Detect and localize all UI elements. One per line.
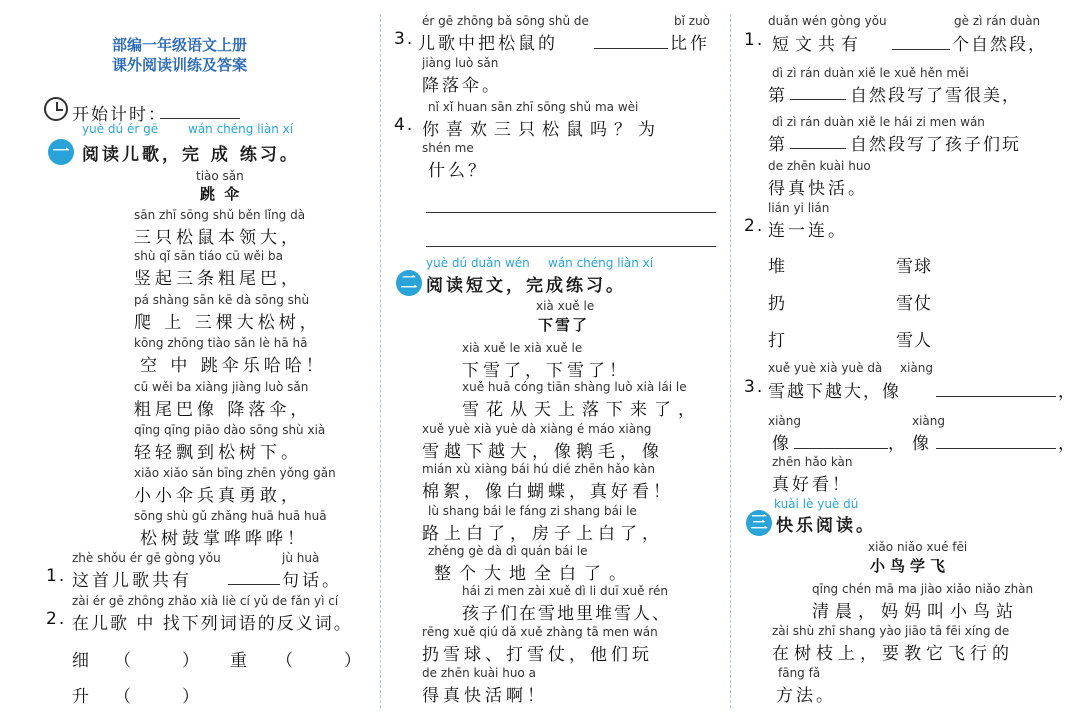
story2-title-pinyin: xiǎo niǎo xué fēi (868, 540, 968, 554)
story1-line-4-pinyin: mián xù xiàng bái hú dié zhēn hǎo kàn (422, 462, 655, 476)
s2-q1-text-d-a: 第 (768, 135, 789, 155)
story1-title-pinyin: xià xuě le (536, 299, 595, 313)
story2-line-3: 方法。 (776, 686, 836, 706)
poem-line-2-pinyin: shù qǐ sān tiáo cū wěi ba (134, 249, 283, 263)
story2-line-1-pinyin: qīng chén mā ma jiào xiǎo niǎo zhàn (812, 582, 1034, 596)
s2-q1-number: 1. (744, 30, 765, 50)
column-divider-1 (380, 14, 381, 708)
s2-q1-pinyin-d: dì zì rán duàn xiě le hái zi men wán (772, 115, 985, 129)
section1-pinyin-a: yuè dú ér gē (82, 122, 159, 136)
poem-line-1-pinyin: sān zhī sōng shǔ běn lǐng dà (134, 208, 306, 222)
story1-line-6: 整个大地全白了。 (434, 564, 634, 584)
q3-pinyin-b: bǐ zuò (674, 14, 711, 28)
story1-line-3: 雪越下越大，像鹅毛，像 (422, 442, 664, 462)
story1-line-7: 孩子们在雪地里堆雪人、 (462, 604, 671, 624)
clock-icon (44, 97, 68, 121)
s2-q1-text-c-a: 第 (768, 86, 789, 106)
s2-q1-pinyin-b: gè zì rán duàn (954, 14, 1041, 28)
column-3 (736, 0, 1080, 716)
q2-number: 2. (46, 609, 67, 629)
s2-q1-text-b: 个自然段， (952, 35, 1047, 55)
antonym-item-1: 细 (72, 651, 93, 671)
poem-title: 跳 伞 (200, 185, 242, 203)
antonym-item-3: 升 (72, 687, 93, 707)
start-timer-label: 开始计时： (72, 105, 167, 125)
poem-line-5: 粗尾巴像 降落伞， (134, 400, 312, 420)
s2-q3-blank-2[interactable] (794, 448, 888, 449)
story2-line-3-pinyin: fāng fǎ (778, 666, 821, 680)
story1-line-5: 路上白了，房子上白了， (422, 524, 664, 544)
s2-q2-number: 2. (744, 216, 765, 236)
s2-q3-blank-1[interactable] (936, 396, 1056, 397)
q1-number: 1. (46, 566, 67, 586)
q4-answer-line-1[interactable] (426, 212, 716, 213)
s2-q3-pinyin-e: zhēn hǎo kàn (772, 455, 853, 469)
poem-title-pinyin: tiào sǎn (196, 169, 244, 183)
s2-q3-number: 3. (744, 377, 765, 397)
story2-line-2: 在树枝上，要教它飞行的 (772, 644, 1014, 664)
poem-line-4-pinyin: kōng zhōng tiào sǎn lè hā hā (134, 336, 308, 350)
q3-text-c: 降落伞。 (422, 76, 502, 96)
book-title-line2: 课外阅读训练及答案 (112, 56, 248, 74)
s2-q3-text-d: 像 (912, 434, 933, 454)
q1-pinyin-a: zhè shǒu ér gē gòng yǒu (72, 551, 221, 565)
section2-pinyin-a: yuè dú duǎn wén (426, 256, 530, 270)
s2-q1-text-c-b: 自然段写了雪很美， (850, 86, 1021, 106)
q4-answer-line-2[interactable] (426, 246, 716, 247)
story1-line-2: 雪花从天上落下来了， (462, 400, 702, 420)
antonym-blank-1[interactable]: （ ） (114, 651, 199, 671)
s2-q3-text-a: 雪越下越大，像 (768, 382, 901, 402)
story2-line-1: 清晨，妈妈叫小鸟站 (812, 602, 1019, 622)
section1-pinyin-b: wán chéng liàn xí (188, 122, 294, 136)
story2-title: 小鸟学飞 (870, 557, 951, 575)
poem-line-8-pinyin: sōng shù gǔ zhǎng huā huā huā (134, 509, 327, 523)
s2-q1-blank-play[interactable] (790, 148, 846, 149)
story1-title: 下雪了 (538, 316, 590, 334)
match-right-2[interactable]: 雪仗 (896, 294, 932, 314)
q1-text-a: 这首儿歌共有 (72, 571, 192, 591)
book-title-line1: 部编一年级语文上册 (112, 36, 248, 54)
q3-number: 3. (394, 29, 415, 49)
q3-text-b: 比作 (670, 34, 710, 54)
q4-number: 4. (394, 115, 415, 135)
section3-pinyin: kuài lè yuè dú (774, 497, 859, 511)
s2-q2-text: 连一连。 (768, 221, 848, 241)
poem-line-3: 爬 上 三棵大松树， (134, 313, 321, 333)
antonym-blank-2[interactable]: （ ） (276, 651, 361, 671)
story1-line-9: 得真快活啊！ (422, 686, 548, 706)
column-divider-2 (730, 14, 731, 708)
q4-text: 你喜欢三只松鼠吗？为 (422, 120, 662, 140)
section3-number-badge: 三 (746, 510, 772, 536)
s2-q1-pinyin-a: duǎn wén gòng yǒu (768, 14, 887, 28)
s2-q1-blank-count[interactable] (892, 49, 950, 50)
q1-answer-blank[interactable] (228, 584, 280, 585)
s2-q1-text-e: 得真快活。 (768, 179, 868, 199)
q4-pinyin: nǐ xǐ huan sān zhī sōng shǔ ma wèi (428, 100, 639, 114)
story2-line-2-pinyin: zài shù zhī shang yào jiāo tā fēi xíng de (772, 624, 1010, 638)
poem-line-7-pinyin: xiǎo xiǎo sǎn bīng zhēn yǒng gǎn (134, 466, 336, 480)
match-left-2[interactable]: 扔 (768, 294, 789, 314)
section2-heading: 阅读短文，完成练习。 (426, 276, 626, 296)
poem-line-3-pinyin: pá shàng sān kē dà sōng shù (134, 293, 310, 307)
story1-line-6-pinyin: zhěng gè dà dì quán bái le (428, 544, 588, 558)
q4-pinyin-b: shén me (422, 141, 474, 155)
section1-number-badge: 一 (48, 139, 74, 165)
story1-line-1: 下雪了，下雪了！ (462, 361, 630, 381)
match-right-1[interactable]: 雪球 (896, 257, 932, 277)
q3-pinyin-a: ér gē zhōng bǎ sōng shǔ de (422, 14, 589, 28)
antonym-blank-3[interactable]: （ ） (114, 687, 199, 707)
s2-q1-text-a: 短文共有 (772, 35, 864, 55)
s2-q3-comma-2: ， (888, 434, 909, 454)
s2-q3-text-c: 像 (772, 434, 793, 454)
s2-q1-blank-beauty[interactable] (790, 99, 846, 100)
column-2 (386, 0, 728, 716)
q1-pinyin-b: jù huà (282, 551, 320, 565)
s2-q2-pinyin: lián yi lián (768, 201, 830, 215)
s2-q1-pinyin-e: de zhēn kuài huo (768, 159, 871, 173)
section2-pinyin-b: wán chéng liàn xí (548, 256, 654, 270)
s2-q3-comma-3: ， (1058, 434, 1079, 454)
s2-q3-pinyin-c: xiàng (768, 414, 802, 428)
s2-q3-blank-3[interactable] (936, 448, 1056, 449)
q2-text: 在儿歌 中 找下列词语的反义词。 (72, 614, 353, 634)
story1-line-8-pinyin: rēng xuě qiú dǎ xuě zhàng tā men wán (422, 625, 658, 639)
q3-answer-blank[interactable] (594, 48, 668, 49)
poem-line-6-pinyin: qīng qīng piāo dào sōng shù xià (134, 423, 326, 437)
section3-heading: 快乐阅读。 (776, 516, 876, 536)
s2-q1-pinyin-c: dì zì rán duàn xiě le xuě hěn měi (772, 66, 969, 80)
match-right-3[interactable]: 雪人 (896, 331, 932, 351)
s2-q3-comma-1: ， (1058, 382, 1079, 402)
q3-pinyin-c: jiàng luò sǎn (422, 56, 499, 70)
match-left-3[interactable]: 打 (768, 331, 789, 351)
story1-line-3-pinyin: xuě yuè xià yuè dà xiàng é máo xiàng (422, 422, 652, 436)
story1-line-2-pinyin: xuě huā cóng tiān shàng luò xià lái le (462, 380, 687, 394)
poem-line-2: 竖起三条粗尾巴， (134, 269, 302, 289)
story1-line-5-pinyin: lù shang bái le fáng zi shang bái le (428, 504, 637, 518)
story1-line-8: 扔雪球、打雪仗，他们玩 (422, 645, 653, 665)
section1-heading: 阅读儿歌，完 成 练习。 (82, 145, 300, 165)
poem-line-4: 空 中 跳伞乐哈哈！ (140, 356, 327, 376)
q1-text-b: 句话。 (282, 571, 342, 591)
match-left-1[interactable]: 堆 (768, 257, 789, 277)
s2-q3-pinyin-b: xiàng (900, 361, 934, 375)
q2-pinyin: zài ér gē zhōng zhǎo xià liè cí yǔ de fǎn yì cí (72, 594, 339, 608)
story1-line-4: 棉絮，像白蝴蝶，真好看！ (422, 482, 674, 502)
section2-number-badge: 二 (396, 270, 422, 296)
start-timer-field[interactable] (160, 118, 240, 119)
poem-line-7: 小小伞兵真勇敢， (134, 486, 302, 506)
s2-q3-pinyin-d: xiàng (912, 414, 946, 428)
story1-line-7-pinyin: hái zi men zài xuě dì li duī xuě rén (462, 584, 668, 598)
story1-line-1-pinyin: xià xuě le xià xuě le (462, 341, 583, 355)
antonym-item-2: 重 (230, 651, 251, 671)
story1-line-9-pinyin: de zhēn kuài huo a (422, 666, 536, 680)
poem-line-1: 三只松鼠本领大， (134, 228, 302, 248)
s2-q1-text-d-b: 自然段写了孩子们玩 (850, 135, 1021, 155)
s2-q3-text-e: 真好看！ (772, 475, 852, 495)
q3-text-a: 儿歌中把松鼠的 (418, 34, 558, 54)
column-1 (0, 0, 378, 716)
poem-line-6: 轻轻飘到松树下。 (134, 443, 302, 463)
poem-line-8: 松树鼓掌哗哗哗！ (140, 529, 308, 549)
q4-text-b: 什么？ (428, 161, 488, 181)
s2-q3-pinyin-a: xuě yuè xià yuè dà (768, 361, 883, 375)
poem-line-5-pinyin: cū wěi ba xiàng jiàng luò sǎn (134, 380, 309, 394)
